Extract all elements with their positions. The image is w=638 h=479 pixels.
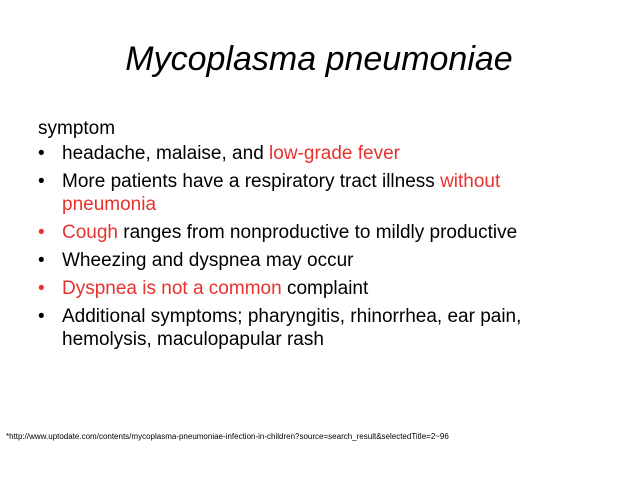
- source-footnote: *http://www.uptodate.com/contents/mycoplasma-pneumoniae-infection-in-children?source=search_result&selectedTitle=2~96: [6, 432, 449, 441]
- bullet-dot-icon: •: [38, 171, 45, 192]
- bullet-text: [62, 305, 598, 351]
- bullet-item: [38, 249, 598, 272]
- bullet-dot-icon: •: [38, 250, 45, 271]
- bullet-segment: complaint: [281, 278, 369, 299]
- slide-content: [38, 116, 598, 356]
- bullet-text: [62, 221, 598, 244]
- bullet-segment: headache, malaise, and: [62, 143, 270, 164]
- bullet-text: [62, 277, 598, 300]
- bullet-segment: Additional symptoms; pharyngitis, rhinorrhea, ear pain, hemolysis, maculopapular rash: [62, 306, 522, 350]
- section-heading: symptom: [38, 118, 116, 139]
- bullet-segment: Dyspnea is not a common: [62, 278, 282, 299]
- bullet-segment: Cough: [62, 222, 118, 243]
- bullet-dot-icon: •: [38, 278, 45, 299]
- bullet-item: [38, 277, 598, 300]
- bullet-item: [38, 221, 598, 244]
- bullet-text: [62, 170, 598, 216]
- bullet-list: [38, 142, 598, 351]
- bullet-item: [38, 305, 598, 351]
- bullet-item: [38, 170, 598, 216]
- bullet-segment: without pneumonia: [62, 171, 501, 215]
- bullet-segment: More patients have a respiratory tract illness: [62, 171, 441, 192]
- bullet-text: [62, 142, 598, 165]
- bullet-dot-icon: •: [38, 306, 45, 327]
- bullet-dot-icon: •: [38, 143, 45, 164]
- bullet-segment: Wheezing and dyspnea may occur: [62, 250, 354, 271]
- slide-title: Mycoplasma pneumoniae: [125, 40, 513, 78]
- bullet-text: [62, 249, 598, 272]
- bullet-dot-icon: •: [38, 222, 45, 243]
- bullet-segment: ranges from nonproductive to mildly productive: [118, 222, 518, 243]
- bullet-segment: low-grade fever: [269, 143, 400, 164]
- bullet-item: [38, 142, 598, 165]
